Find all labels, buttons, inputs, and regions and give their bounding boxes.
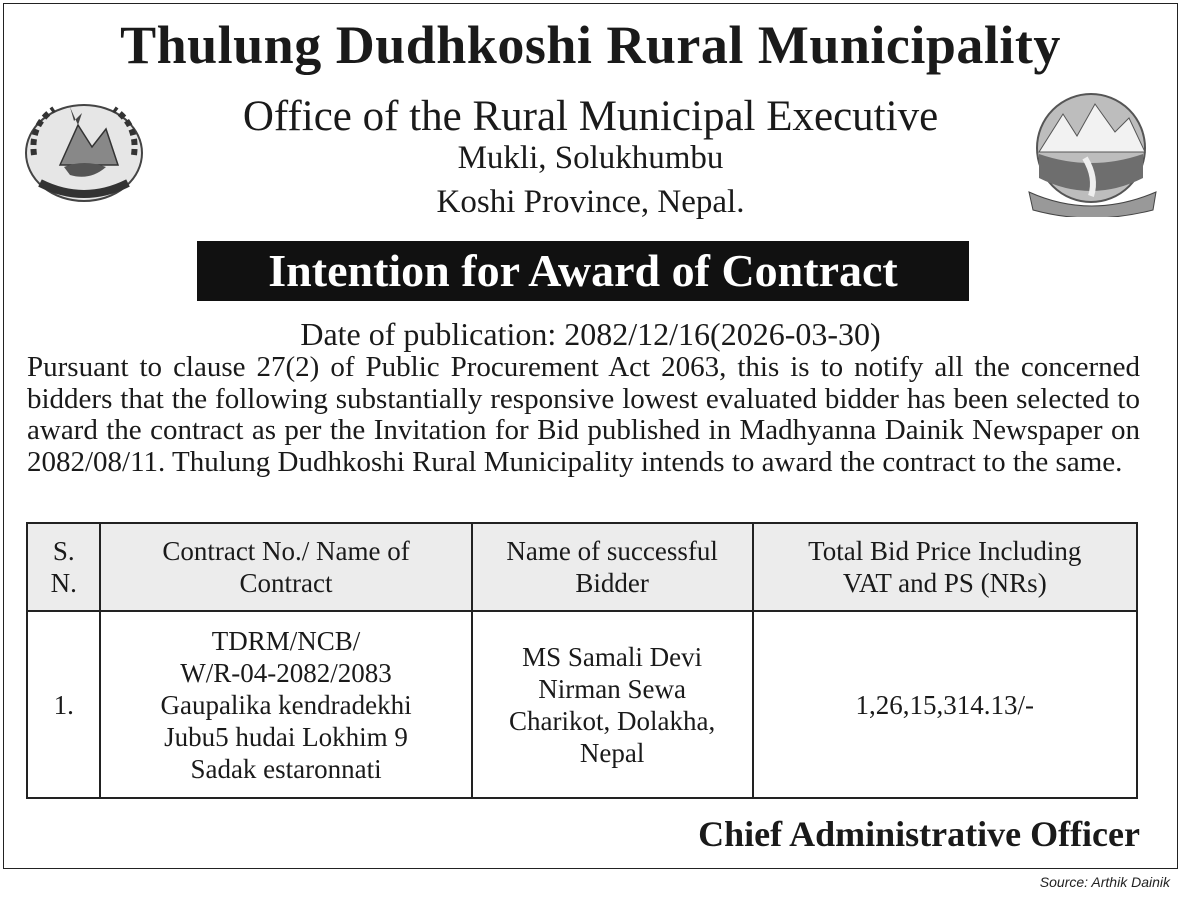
bidder-line: Nepal (579, 737, 645, 768)
office-name: Office of the Rural Municipal Executive (242, 93, 939, 140)
contract-line: W/R-04-2082/2083 (180, 657, 392, 688)
publication-date: Date of publication: 2082/12/16(2026-03-30) (300, 316, 881, 352)
municipality-title: Thulung Dudhkoshi Rural Municipality (120, 15, 1061, 75)
table-row (27, 611, 1137, 798)
contract-line: Jubu5 hudai Lokhim 9 (164, 721, 408, 752)
header-price (753, 523, 1137, 611)
header-contract (100, 523, 471, 611)
header-contract-line: Contract (239, 568, 333, 598)
contract-line: TDRM/NCB/ (211, 625, 361, 656)
header-contract-line: Contract No./ Name of (162, 536, 410, 566)
header-bidder-line: Bidder (575, 568, 649, 598)
table-header-row (27, 523, 1137, 611)
header-bidder (472, 523, 753, 611)
cell-price: 1,26,15,314.13/- (753, 611, 1137, 798)
contract-line: Gaupalika kendradekhi (160, 689, 412, 720)
header-price-line: VAT and PS (NRs) (842, 568, 1047, 598)
award-table (26, 522, 1138, 799)
header-price-line: Total Bid Price Including (808, 536, 1082, 566)
notice-heading: Intention for Award of Contract (197, 241, 969, 301)
cell-bidder (472, 611, 753, 798)
address-line-1: Mukli, Solukhumbu (457, 140, 724, 176)
notice-body: Pursuant to clause 27(2) of Public Procurement Act 2063, this is to notify all the concerned bidders that the following substantially responsive lowest evaluated bidder has been selected to award the contract as per the Invitation for Bid published in Madhyanna Dainik Newspaper on 2082/08/11. Thulung Dudhkoshi Rural Municipality intends to award the contract to the same. (27, 351, 1140, 478)
bidder-line: Nirman Sewa (538, 673, 686, 704)
address-line-2: Koshi Province, Nepal. (436, 184, 745, 220)
source-credit: Source: Arthik Dainik (1039, 874, 1170, 890)
bidder-line: Charikot, Dolakha, (509, 705, 716, 736)
contract-line: Sadak estaronnati (190, 753, 382, 784)
header-bidder-line: Name of successful (506, 536, 718, 566)
cell-sn: 1. (27, 611, 100, 798)
signature: Chief Administrative Officer (698, 814, 1140, 854)
cell-contract (100, 611, 471, 798)
bidder-line: MS Samali Devi (522, 641, 703, 672)
header-sn (27, 523, 100, 611)
header-sn-line: N. (50, 568, 77, 598)
header-sn-line: S. (52, 536, 75, 566)
